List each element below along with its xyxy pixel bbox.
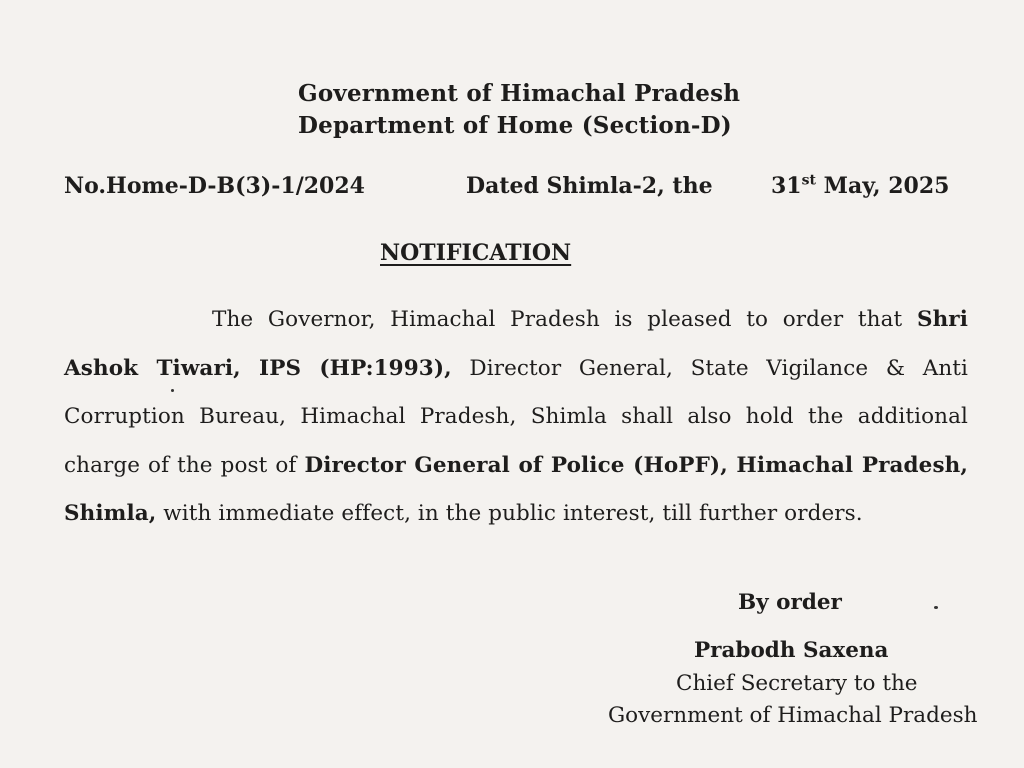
officer-name: Shri Ashok Tiwari, IPS (HP:1993), <box>64 307 968 381</box>
signatory-designation-line2: Government of Himachal Pradesh <box>608 703 978 728</box>
header-government: Government of Himachal Pradesh <box>298 80 741 107</box>
dated-place: Dated Shimla-2, the <box>466 173 713 199</box>
signatory-designation-line1: Chief Secretary to the <box>676 671 918 696</box>
paper-speck <box>171 389 174 392</box>
date-month-year: May, 2025 <box>815 173 950 199</box>
signatory-name: Prabodh Saxena <box>694 638 889 663</box>
notification-date <box>771 173 949 199</box>
date-day: 31 <box>771 173 802 199</box>
body-intro: The Governor, Himachal Pradesh is pleased to order that <box>212 307 917 332</box>
notification-title: NOTIFICATION <box>380 240 572 266</box>
body-end: with immediate effect, in the public interest, till further orders. <box>156 501 863 526</box>
body-middle: Director General, State Vigilance & Anti Corruption Bureau, Himachal Pradesh, Shimla shall also hold the additional charge of the post of <box>64 355 968 478</box>
date-suffix: st <box>801 172 816 189</box>
notification-body <box>64 296 968 539</box>
post-title: Director General of Police (HoPF), Himachal Pradesh, Shimla, <box>64 452 968 526</box>
by-order: By order <box>738 590 842 615</box>
header-department: Department of Home (Section-D) <box>298 112 732 139</box>
reference-line <box>64 173 956 203</box>
reference-number: No.Home-D-B(3)-1/2024 <box>64 173 365 199</box>
paper-speck <box>934 606 938 609</box>
